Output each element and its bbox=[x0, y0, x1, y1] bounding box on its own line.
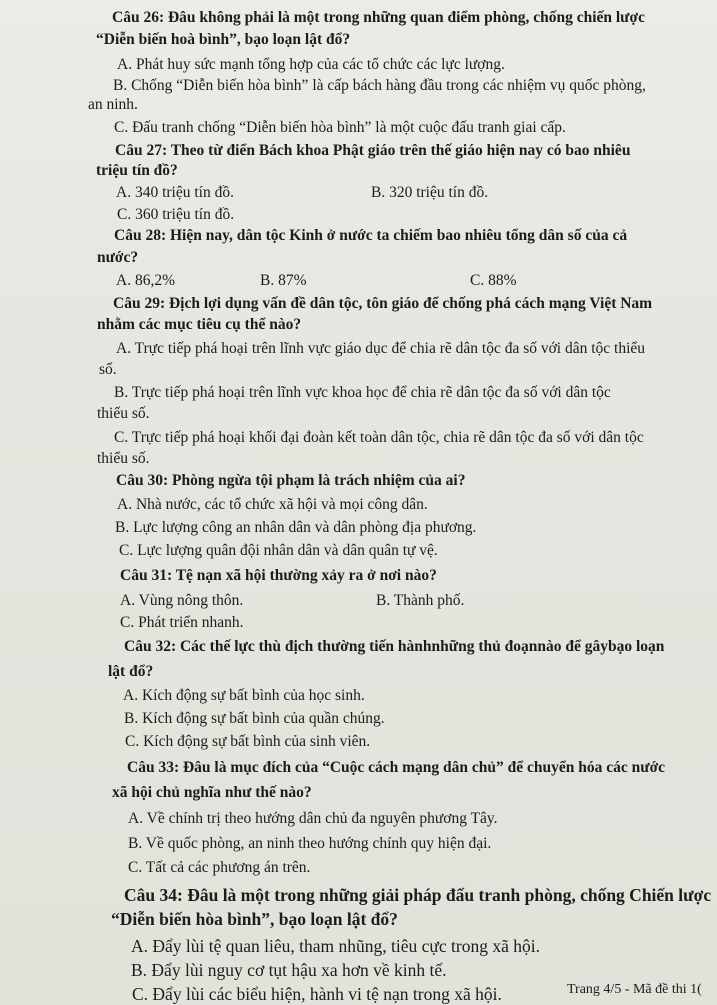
page-footer: Trang 4/5 - Mã đề thi 1( bbox=[567, 982, 702, 997]
question-31-stem: Câu 31: Tệ nạn xã hội thường xảy ra ở nơi nào? bbox=[120, 567, 437, 584]
question-30-option-c: C. Lực lượng quân đội nhân dân và dân quân tự vệ. bbox=[119, 542, 438, 559]
question-34-option-a: A. Đẩy lùi tệ quan liêu, tham nhũng, tiêu cực trong xã hội. bbox=[131, 936, 540, 956]
question-29-option-c-cont: thiểu số. bbox=[97, 450, 150, 467]
question-32-option-a: A. Kích động sự bất bình của học sinh. bbox=[123, 687, 365, 704]
question-33-option-a: A. Về chính trị theo hướng dân chủ đa nguyên phương Tây. bbox=[128, 810, 498, 827]
question-32-stem-line-1: Câu 32: Các thế lực thù địch thường tiến hànhnhững thủ đoạnnào để gâybạo loạn bbox=[124, 638, 665, 655]
question-32-stem-line-2: lật đổ? bbox=[108, 663, 154, 680]
question-29-option-a: A. Trực tiếp phá hoại trên lĩnh vực giáo dục để chia rẽ dân tộc đa số với dân tộc thiểu bbox=[116, 340, 646, 357]
question-29-stem-line-1: Câu 29: Địch lợi dụng vấn đề dân tộc, tôn giáo để chống phá cách mạng Việt Nam bbox=[113, 295, 653, 312]
question-28-stem-line-1: Câu 28: Hiện nay, dân tộc Kinh ở nước ta chiếm bao nhiêu tổng dân số của cả bbox=[114, 227, 628, 244]
question-30-option-b: B. Lực lượng công an nhân dân và dân phòng địa phương. bbox=[115, 519, 477, 536]
question-26-option-a: A. Phát huy sức mạnh tổng hợp của các tổ chức các lực lượng. bbox=[117, 56, 505, 73]
question-28-option-b: B. 87% bbox=[260, 272, 307, 289]
question-27-stem-line-1: Câu 27: Theo từ điển Bách khoa Phật giáo trên thế giáo hiện nay có bao nhiêu bbox=[115, 142, 631, 159]
question-34-stem-line-2: “Diễn biến hòa bình”, bạo loạn lật đổ? bbox=[111, 909, 398, 929]
question-31-option-c: C. Phát triển nhanh. bbox=[120, 614, 244, 631]
question-33-stem-line-2: xã hội chủ nghĩa như thế nào? bbox=[112, 784, 312, 801]
question-26-option-b: B. Chống “Diễn biến hòa bình” là cấp bách hàng đầu trong các nhiệm vụ quốc phòng, bbox=[113, 77, 646, 94]
question-26-option-c: C. Đấu tranh chống “Diễn biến hòa bình” là một cuộc đấu tranh giai cấp. bbox=[114, 119, 566, 136]
question-29-option-b: B. Trực tiếp phá hoại trên lĩnh vực khoa học để chia rẽ dân tộc đa số với dân tộc bbox=[114, 384, 611, 401]
question-26-option-b-cont: an ninh. bbox=[88, 96, 138, 113]
question-29-option-b-cont: thiểu số. bbox=[97, 405, 150, 422]
question-28-stem-line-2: nước? bbox=[97, 249, 139, 266]
question-32-option-c: C. Kích động sự bất bình của sinh viên. bbox=[125, 733, 371, 750]
question-26-stem-line-1: Câu 26: Đâu không phải là một trong những quan điểm phòng, chống chiến lược bbox=[112, 9, 645, 26]
question-27-stem-line-2: triệu tín đồ? bbox=[96, 162, 178, 179]
question-33-stem-line-1: Câu 33: Đâu là mục đích của “Cuộc cách mạng dân chủ” để chuyển hóa các nước bbox=[127, 759, 666, 776]
question-34-option-c: C. Đẩy lùi các biểu hiện, hành vi tệ nạn trong xã hội. bbox=[132, 984, 502, 1004]
question-29-option-c: C. Trực tiếp phá hoại khối đại đoàn kết toàn dân tộc, chia rẽ dân tộc đa số với dân tộc bbox=[114, 429, 644, 446]
question-33-option-b: B. Về quốc phòng, an ninh theo hướng chính quy hiện đại. bbox=[128, 835, 492, 852]
question-29-option-a-cont: số. bbox=[99, 361, 117, 378]
question-34-stem-line-1: Câu 34: Đâu là một trong những giải pháp đấu tranh phòng, chống Chiến lược bbox=[124, 885, 712, 905]
question-26-stem-line-2: “Diễn biến hoà bình”, bạo loạn lật đổ? bbox=[96, 31, 351, 48]
question-28-option-c: C. 88% bbox=[470, 272, 517, 289]
question-31-option-b: B. Thành phố. bbox=[376, 592, 465, 609]
question-32-option-b: B. Kích động sự bất bình của quần chúng. bbox=[124, 710, 385, 727]
question-31-option-a: A. Vùng nông thôn. bbox=[120, 592, 244, 609]
question-27-option-b: B. 320 triệu tín đồ. bbox=[371, 184, 489, 201]
question-28-option-a: A. 86,2% bbox=[116, 272, 175, 289]
question-27-option-a: A. 340 triệu tín đồ. bbox=[116, 184, 234, 201]
question-34-option-b: B. Đẩy lùi nguy cơ tụt hậu xa hơn về kinh tế. bbox=[131, 960, 447, 980]
question-29-stem-line-2: nhằm các mục tiêu cụ thể nào? bbox=[97, 316, 302, 333]
question-27-option-c: C. 360 triệu tín đồ. bbox=[117, 206, 235, 223]
question-30-stem: Câu 30: Phòng ngừa tội phạm là trách nhiệm của ai? bbox=[116, 472, 466, 489]
question-30-option-a: A. Nhà nước, các tổ chức xã hội và mọi công dân. bbox=[117, 496, 428, 513]
question-33-option-c: C. Tất cả các phương án trên. bbox=[128, 859, 311, 876]
